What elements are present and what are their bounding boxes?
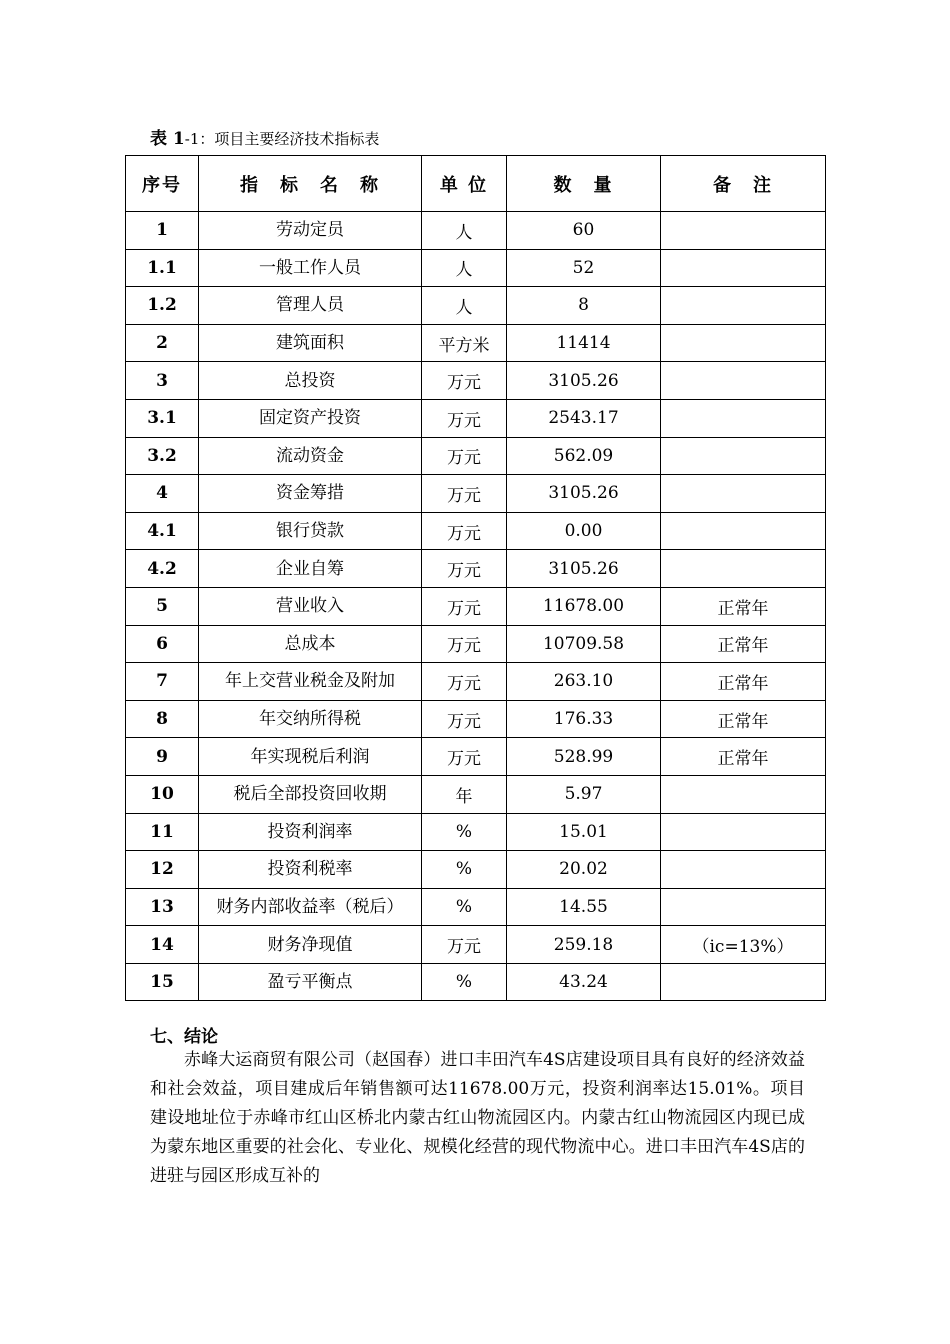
cell-note (661, 287, 826, 325)
conclusion-text: 赤峰大运商贸有限公司（赵国春）进口丰田汽车4S店建设项目具有良好的经济效益和社会效益，项目建成后年销售额可达11678.00万元，投资利润率达15.01%。项目建设地址位于赤峰市红山区桥北内蒙古红山物流园区内。内蒙古红山物流园区内现已成为蒙东地区重要的社会化、专业化、规模化经营的现代物流中心。进口丰田汽车4S店的进驻与园区形成互补的 (150, 1050, 805, 1186)
table-row (126, 926, 826, 964)
cell-value: 263.10 (507, 663, 661, 701)
cell-name: 管理人员 (199, 287, 422, 325)
cell-name: 流动资金 (199, 437, 422, 475)
cell-value: 52 (507, 249, 661, 287)
cell-value: 3105.26 (507, 362, 661, 400)
header-unit: 单 位 (422, 156, 507, 212)
cell-no: 8 (126, 700, 199, 738)
table-row (126, 625, 826, 663)
cell-no: 15 (126, 963, 199, 1001)
section-title: 七、结论 (150, 1027, 218, 1047)
cell-no: 1 (126, 212, 199, 250)
cell-note (661, 550, 826, 588)
table-row (126, 813, 826, 851)
cell-no: 6 (126, 625, 199, 663)
table-row (126, 475, 826, 513)
cell-note: （ic=13%） (661, 926, 826, 964)
cell-unit: % (422, 851, 507, 889)
cell-name: 一般工作人员 (199, 249, 422, 287)
header-no: 序号 (126, 156, 199, 212)
cell-no: 11 (126, 813, 199, 851)
table-row (126, 249, 826, 287)
caption-text: -1：项目主要经济技术指标表 (184, 130, 380, 148)
cell-unit: 万元 (422, 475, 507, 513)
cell-note (661, 399, 826, 437)
cell-unit: 万元 (422, 512, 507, 550)
cell-note: 正常年 (661, 700, 826, 738)
cell-name: 税后全部投资回收期 (199, 775, 422, 813)
cell-value: 528.99 (507, 738, 661, 776)
header-value: 数 量 (507, 156, 661, 212)
cell-note (661, 212, 826, 250)
cell-note (661, 362, 826, 400)
cell-no: 3.2 (126, 437, 199, 475)
cell-unit: 人 (422, 249, 507, 287)
cell-no: 4 (126, 475, 199, 513)
table-header-row (126, 156, 826, 212)
cell-name: 银行贷款 (199, 512, 422, 550)
cell-name: 营业收入 (199, 587, 422, 625)
cell-unit: 万元 (422, 738, 507, 776)
header-name: 指 标 名 称 (199, 156, 422, 212)
cell-name: 固定资产投资 (199, 399, 422, 437)
table-row (126, 512, 826, 550)
cell-name: 劳动定员 (199, 212, 422, 250)
table-row (126, 399, 826, 437)
cell-note (661, 851, 826, 889)
cell-unit: 万元 (422, 399, 507, 437)
cell-value: 60 (507, 212, 661, 250)
table-row (126, 550, 826, 588)
cell-unit: 人 (422, 212, 507, 250)
cell-value: 0.00 (507, 512, 661, 550)
cell-no: 7 (126, 663, 199, 701)
table-row (126, 287, 826, 325)
cell-value: 15.01 (507, 813, 661, 851)
cell-no: 5 (126, 587, 199, 625)
cell-value: 5.97 (507, 775, 661, 813)
table-row (126, 738, 826, 776)
cell-unit: 人 (422, 287, 507, 325)
cell-no: 1.1 (126, 249, 199, 287)
cell-unit: 万元 (422, 663, 507, 701)
cell-note: 正常年 (661, 625, 826, 663)
table-row (126, 212, 826, 250)
cell-name: 投资利润率 (199, 813, 422, 851)
cell-value: 20.02 (507, 851, 661, 889)
cell-unit: 平方米 (422, 324, 507, 362)
cell-name: 资金筹措 (199, 475, 422, 513)
cell-name: 年实现税后利润 (199, 738, 422, 776)
conclusion-paragraph (150, 1046, 805, 1191)
indicator-table (125, 155, 826, 1001)
cell-unit: 年 (422, 775, 507, 813)
cell-unit: 万元 (422, 587, 507, 625)
table-row (126, 324, 826, 362)
cell-name: 总投资 (199, 362, 422, 400)
cell-no: 9 (126, 738, 199, 776)
cell-no: 2 (126, 324, 199, 362)
cell-value: 2543.17 (507, 399, 661, 437)
cell-no: 10 (126, 775, 199, 813)
table-row (126, 851, 826, 889)
cell-note (661, 512, 826, 550)
cell-note: 正常年 (661, 663, 826, 701)
cell-no: 1.2 (126, 287, 199, 325)
cell-name: 盈亏平衡点 (199, 963, 422, 1001)
cell-unit: 万元 (422, 926, 507, 964)
cell-no: 3.1 (126, 399, 199, 437)
cell-name: 财务内部收益率（税后） (199, 888, 422, 926)
cell-name: 投资利税率 (199, 851, 422, 889)
cell-unit: 万元 (422, 437, 507, 475)
cell-value: 43.24 (507, 963, 661, 1001)
cell-value: 562.09 (507, 437, 661, 475)
header-note: 备 注 (661, 156, 826, 212)
table-row (126, 700, 826, 738)
cell-value: 11414 (507, 324, 661, 362)
cell-name: 建筑面积 (199, 324, 422, 362)
table-row (126, 663, 826, 701)
cell-note (661, 324, 826, 362)
cell-note (661, 888, 826, 926)
cell-value: 176.33 (507, 700, 661, 738)
table-row (126, 963, 826, 1001)
cell-no: 14 (126, 926, 199, 964)
cell-value: 14.55 (507, 888, 661, 926)
cell-note: 正常年 (661, 738, 826, 776)
cell-note (661, 437, 826, 475)
cell-value: 259.18 (507, 926, 661, 964)
cell-note (661, 475, 826, 513)
cell-unit: % (422, 963, 507, 1001)
cell-name: 财务净现值 (199, 926, 422, 964)
cell-note (661, 813, 826, 851)
table-caption (150, 124, 379, 149)
cell-name: 总成本 (199, 625, 422, 663)
cell-unit: 万元 (422, 550, 507, 588)
cell-unit: 万元 (422, 362, 507, 400)
cell-no: 4.1 (126, 512, 199, 550)
cell-unit: % (422, 888, 507, 926)
table-row (126, 587, 826, 625)
cell-note (661, 775, 826, 813)
cell-name: 年交纳所得税 (199, 700, 422, 738)
cell-no: 12 (126, 851, 199, 889)
cell-name: 年上交营业税金及附加 (199, 663, 422, 701)
cell-no: 13 (126, 888, 199, 926)
cell-unit: 万元 (422, 700, 507, 738)
cell-value: 8 (507, 287, 661, 325)
cell-no: 4.2 (126, 550, 199, 588)
cell-no: 3 (126, 362, 199, 400)
cell-value: 3105.26 (507, 550, 661, 588)
table-row (126, 362, 826, 400)
caption-label: 表 1 (150, 129, 185, 149)
cell-value: 10709.58 (507, 625, 661, 663)
table-row (126, 888, 826, 926)
cell-value: 11678.00 (507, 587, 661, 625)
cell-name: 企业自筹 (199, 550, 422, 588)
cell-value: 3105.26 (507, 475, 661, 513)
cell-note (661, 963, 826, 1001)
table-row (126, 775, 826, 813)
cell-note: 正常年 (661, 587, 826, 625)
cell-unit: % (422, 813, 507, 851)
cell-unit: 万元 (422, 625, 507, 663)
cell-note (661, 249, 826, 287)
table-row (126, 437, 826, 475)
